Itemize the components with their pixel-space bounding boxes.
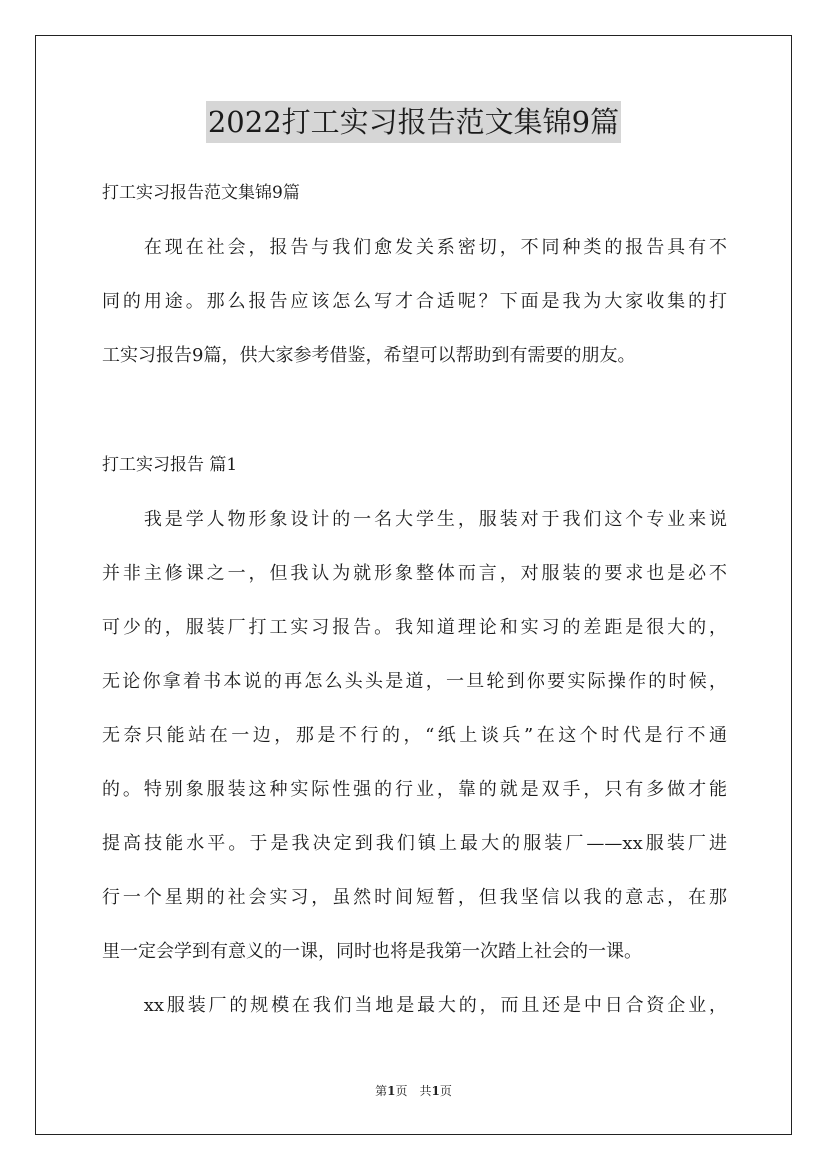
- section1-line: 并非主修课之一，但我认为就形象整体而言，对服装的要求也是必不: [102, 563, 727, 584]
- footer-label: 页 共: [395, 1084, 432, 1098]
- section1-line: 的。特别象服装这种实际性强的行业，靠的就是双手，只有多做才能: [102, 779, 727, 800]
- footer-label: 页: [439, 1084, 452, 1098]
- footer-page-number: 1: [387, 1084, 396, 1098]
- section1-line: 提高技能水平。于是我决定到我们镇上最大的服装厂——xx服装厂进: [102, 833, 727, 854]
- intro-paragraph: [102, 234, 727, 369]
- section1-line: 可少的，服装厂打工实习报告。我知道理论和实习的差距是很大的，: [102, 617, 727, 638]
- intro-line: 工实习报告9篇，供大家参考借鉴，希望可以帮助到有需要的朋友。: [102, 345, 636, 366]
- intro-line: 同的用途。那么报告应该怎么写才合适呢？下面是我为大家收集的打: [102, 291, 727, 312]
- section1-line: 无论你拿着书本说的再怎么头头是道，一旦轮到你要实际操作的时候，: [102, 671, 727, 692]
- section1-line: 我是学人物形象设计的一名大学生，服装对于我们这个专业来说: [102, 509, 727, 530]
- section1-para2-line: xx服装厂的规模在我们当地是最大的，而且还是中日合资企业，: [102, 995, 727, 1016]
- section1-line: 里一定会学到有意义的一课，同时也将是我第一次踏上社会的一课。: [102, 941, 642, 962]
- title-wrap: [0, 101, 827, 143]
- section1-line: 行一个星期的社会实习，虽然时间短暂，但我坚信以我的意志，在那: [102, 887, 727, 908]
- document-title: 2022打工实习报告范文集锦9篇: [206, 101, 621, 143]
- document-subtitle: 打工实习报告范文集锦9篇: [102, 183, 300, 203]
- footer-label: 第: [375, 1084, 388, 1098]
- intro-line: 在现在社会，报告与我们愈发关系密切，不同种类的报告具有不: [102, 237, 727, 258]
- page-footer: [0, 1082, 827, 1100]
- section-heading: 打工实习报告 篇1: [102, 455, 238, 475]
- section1-line: 无奈只能站在一边，那是不行的，“纸上谈兵”在这个时代是行不通: [102, 725, 727, 746]
- section1-paragraph: [102, 506, 727, 1019]
- footer-page-total: 1: [431, 1084, 440, 1098]
